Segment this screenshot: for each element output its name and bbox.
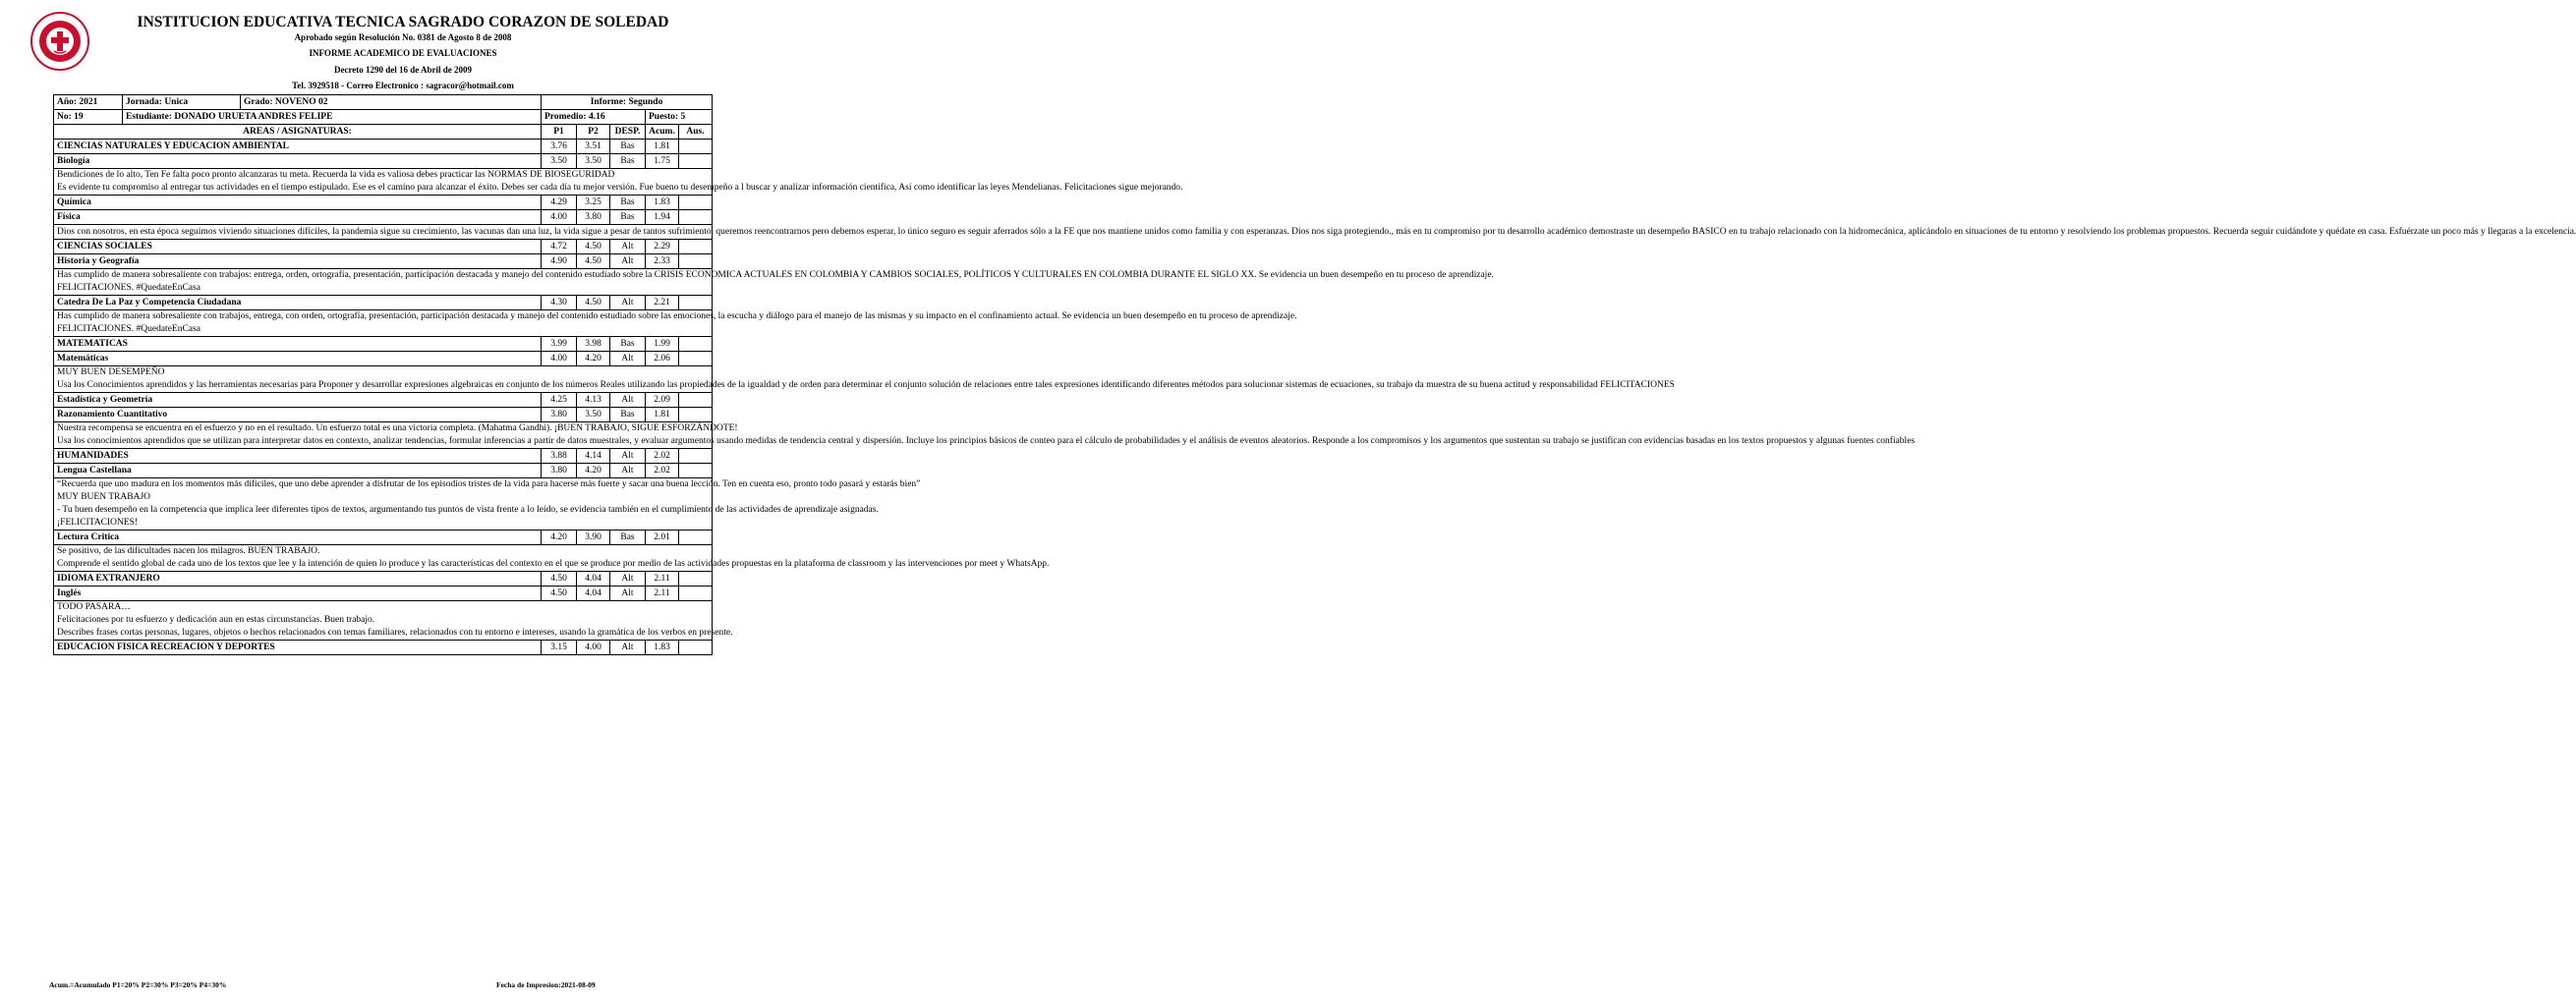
aus-value [679,531,713,545]
acum-value: 2.29 [646,240,679,254]
comment-line: Bendiciones de lo alto, Ten Fe falta poco pronto alcanzaras tu meta. Recuerda la vida es valiosa debes practicar las NORMAS DE BIOSEGURIDAD [57,170,615,180]
position: Puesto: 5 [646,110,713,125]
p1-value: 4.50 [542,587,577,601]
comment-line: TODO PASARA… [57,602,131,612]
p1-value: 4.00 [542,210,577,225]
institution-name: INSTITUCION EDUCATIVA TECNICA SAGRADO CORAZON DE SOLEDAD [137,14,669,30]
p1-value: 4.72 [542,240,577,254]
p2-value: 3.90 [577,531,610,545]
area-name: CIENCIAS SOCIALES [54,240,542,254]
decree: Decreto 1290 del 16 de Abril de 2009 [333,65,473,75]
p2-value: 4.04 [577,572,610,587]
subject-name: Lengua Castellana [54,464,542,478]
p1-value: 4.30 [542,296,577,310]
year: Año: 2021 [54,95,123,110]
comment-line: “Recuerda que uno madura en los momentos más difíciles, que uno debe aprender a disfrutar de los episodios tristes de la vida para hacerse más fuerte y sacar una buena lección. Ten en cuenta eso, pronto todo pasará y estarás bien” [57,479,921,489]
desp-value: Bas [610,337,646,352]
p1-value: 3.99 [542,337,577,352]
p1-value: 4.20 [542,531,577,545]
comment-row [54,366,713,393]
acum-value: 2.01 [646,531,679,545]
area-row [54,572,713,587]
area-row [54,140,713,154]
p2-value: 4.50 [577,296,610,310]
acum-value: 1.81 [646,140,679,154]
subject-row [54,393,713,408]
subject-name: Biología [54,154,542,169]
desp-value: Alt [610,254,646,269]
comment-line: Usa los conocimientos aprendidos que se utilizan para interpretar datos en contexto, analizar tendencias, formular inferencias a partir de datos muestrales, y evaluar argumentos usando medidas de tendencia central y dispersión. Incluye los principios básicos de conteo para el cálculo de probabilidades y el análisis de eventos aleatorios. Responde a los compromisos y los argumentos que sustentan su trabajo se justifican con evidencias basadas en los textos propuestos y algunas fuentes confiables [57,436,1916,446]
acum-value: 2.02 [646,449,679,464]
aus-value [679,572,713,587]
aus-value [679,210,713,225]
acum-value: 2.02 [646,464,679,478]
p2-value: 4.20 [577,352,610,366]
desp-value: Alt [610,641,646,655]
grade: Grado: NOVENO 02 [241,95,542,110]
subject-row [54,531,713,545]
acum-value: 2.09 [646,393,679,408]
comment-line: Se positivo, de las dificultades nacen los milagros. BUEN TRABAJO. [57,546,320,556]
area-name: MATEMATICAS [54,337,542,352]
desp-value: Alt [610,449,646,464]
subject-row [54,196,713,210]
average: Promedio: 4.16 [542,110,646,125]
subject-name: Historia y Geografía [54,254,542,269]
p1-value: 3.50 [542,154,577,169]
p1-value: 4.29 [542,196,577,210]
area-name: CIENCIAS NATURALES Y EDUCACION AMBIENTAL [54,140,542,154]
area-row [54,240,713,254]
subject-name: Lectura Critica [54,531,542,545]
p2-value: 4.00 [577,641,610,655]
teacher-comment [54,269,1494,296]
p2-value: 3.51 [577,140,610,154]
comment-line: Comprende el sentido global de cada uno de los textos que lee y la intención de quien lo produce y las características del contexto en el que se produce por medio de las actividades propuestas en la plataforma de classroom y las intervenciones por meet y WhatsApp. [57,559,1050,569]
subject-name: Estadística y Geometría [54,393,542,408]
subject-row [54,296,713,310]
comment-line: Felicitaciones por tu esfuerzo y dedicación aun en estas circunstancias. Buen trabajo. [57,615,375,625]
p2-value: 4.04 [577,587,610,601]
comment-line: - Tu buen desempeño en la competencia que implica leer diferentes tipos de textos, argumentando tus puntos de vista frente a lo leído, se evidencia también en el cumplimiento de las actividades de aprendizaje asignadas. [57,505,879,515]
subject-name: Razonamiento Cuantitativo [54,408,542,422]
area-row [54,641,713,655]
aus-value [679,337,713,352]
acum-value: 2.33 [646,254,679,269]
teacher-comment [54,545,1050,572]
area-name: IDIOMA EXTRANJERO [54,572,542,587]
comment-line: MUY BUEN DESEMPEÑO [57,367,165,377]
report-title: INFORME ACADEMICO DE EVALUACIONES [309,48,497,58]
student-name: Estudiante: DONADO URUETA ANDRES FELIPE [123,110,542,125]
teacher-comment [54,225,2576,240]
column-header-row [54,125,713,140]
info-row-1 [54,95,713,110]
acum-value: 1.83 [646,196,679,210]
subject-row [54,408,713,422]
aus-value [679,154,713,169]
comment-line: ¡FELICITACIONES! [57,518,139,528]
col-acum: Acum. [646,125,679,140]
comment-row [54,478,713,531]
comment-line: Usa los Conocimientos aprendidos y las herramientas necesarias para Proponer y desarrollar expresiones algebraicas en conjunto de los números Reales utilizando las propiedades de la igualdad y de orden para determinar el conjunto solución de relaciones entre tales expresiones identificando diferentes métodos para solucionar sistemas de ecuaciones, su trabajo da muestra de su buena actitud y responsabilidad FELICITACIONES [57,380,1675,390]
comment-line: Has cumplido de manera sobresaliente con trabajos, entrega, con orden, ortografía, presentación, participación destacada y manejo del contenido estudiado sobre las emociones, la escucha y diálogo para el manejo de las mismas y su impacto en el confinamiento actual. Se evidencia un buen desempeño en tu proceso de aprendizaje. [57,311,1297,321]
subject-name: Matemáticas [54,352,542,366]
p1-value: 4.50 [542,572,577,587]
student-number: No: 19 [54,110,123,125]
report-header [0,0,755,93]
col-areas: AREAS / ASIGNATURAS: [54,125,542,140]
footer-legend: Acum.=Acumulado P1=20% P2=30% P3=20% P4=30% [49,980,227,989]
p1-value: 3.80 [542,464,577,478]
subject-name: Catedra De La Paz y Competencia Ciudadana [54,296,542,310]
comment-row [54,601,713,641]
p2-value: 4.20 [577,464,610,478]
desp-value: Alt [610,464,646,478]
desp-value: Bas [610,196,646,210]
p1-value: 4.90 [542,254,577,269]
teacher-comment [54,366,1675,393]
comment-line: Nuestra recompensa se encuentra en el esfuerzo y no en el resultado. Un esfuerzo total es una victoria completa. (Mahatma Gandhi). ¡BUEN TRABAJO, SIGUE ESFORZÁNDOTE! [57,423,738,433]
p1-value: 3.76 [542,140,577,154]
contact-info: Tel. 3929518 - Correo Electronico : sagracor@hotmail.com [292,81,514,90]
teacher-comment [54,601,733,641]
desp-value: Bas [610,140,646,154]
col-p2: P2 [577,125,610,140]
col-desp: DESP. [610,125,646,140]
aus-value [679,587,713,601]
p1-value: 3.80 [542,408,577,422]
p1-value: 4.00 [542,352,577,366]
aus-value [679,408,713,422]
comment-line: MUY BUEN TRABAJO [57,492,151,502]
acum-value: 1.83 [646,641,679,655]
teacher-comment [54,310,1297,337]
p2-value: 3.98 [577,337,610,352]
p1-value: 4.25 [542,393,577,408]
subject-row [54,254,713,269]
p2-value: 3.80 [577,210,610,225]
p2-value: 4.13 [577,393,610,408]
grades-table [53,94,2576,655]
aus-value [679,449,713,464]
acum-value: 1.81 [646,408,679,422]
p2-value: 3.50 [577,154,610,169]
desp-value: Alt [610,393,646,408]
desp-value: Alt [610,587,646,601]
area-row [54,449,713,464]
p2-value: 4.14 [577,449,610,464]
desp-value: Alt [610,572,646,587]
desp-value: Alt [610,240,646,254]
school-crest-icon [30,12,89,71]
aus-value [679,140,713,154]
aus-value [679,296,713,310]
col-aus: Aus. [679,125,713,140]
acum-value: 1.94 [646,210,679,225]
subject-name: Inglés [54,587,542,601]
acum-value: 1.75 [646,154,679,169]
aus-value [679,240,713,254]
comment-row [54,545,713,572]
subject-row [54,352,713,366]
aus-value [679,196,713,210]
aus-value [679,254,713,269]
acum-value: 2.06 [646,352,679,366]
desp-value: Alt [610,296,646,310]
comment-line: Es evidente tu compromiso al entregar tus actividades en el tiempo estipulado. Ese es el camino para alcanzar el éxito. Debes ser cada día tu mejor versión. Fue bueno tu desempeño a l buscar y analizar información científica, Así como identificar las leyes Mendelianas. Felicitaciones sigue mejorando. [57,183,1183,193]
p2-value: 3.25 [577,196,610,210]
shift: Jornada: Unica [123,95,241,110]
comment-row [54,422,713,449]
comment-row [54,225,713,240]
subject-row [54,210,713,225]
subject-row [54,464,713,478]
p2-value: 4.50 [577,240,610,254]
p2-value: 3.50 [577,408,610,422]
comment-row [54,269,713,296]
info-row-2 [54,110,713,125]
approval-resolution: Aprobado según Resolución No. 0381 de Agosto 8 de 2008 [294,32,512,42]
aus-value [679,464,713,478]
desp-value: Bas [610,154,646,169]
p2-value: 4.50 [577,254,610,269]
area-name: EDUCACION FISICA RECREACION Y DEPORTES [54,641,542,655]
subject-name: Química [54,196,542,210]
comment-line: Describes frases cortas personas, lugares, objetos o hechos relacionados con temas familiares, relacionados con tu entorno e intereses, usando la gramática de los verbos en presente. [57,628,733,638]
desp-value: Bas [610,531,646,545]
p1-value: 3.88 [542,449,577,464]
subject-name: Física [54,210,542,225]
desp-value: Bas [610,408,646,422]
desp-value: Bas [610,210,646,225]
acum-value: 1.99 [646,337,679,352]
comment-line: Has cumplido de manera sobresaliente con trabajos: entrega, orden, ortografía, presentación, participación destacada y manejo del contenido estudiado sobre la CRISIS ECONOMICA ACTUALES EN COLOMBIA Y CAMBIOS SOCIALES, POLÍTICOS Y CULTURALES EN COLOMBIA DURANTE EL SIGLO XX. Se evidencia un buen desempeño en tu proceso de aprendizaje. [57,270,1494,280]
teacher-comment [54,169,1183,196]
comment-line: Dios con nosotros, en esta época seguimos viviendo situaciones difíciles, la pandemia sigue su crecimiento, las vacunas dan una luz, la vida sigue a pesar de tantos sufrimiento, queremos reencontrarnos pero debemos esperar, lo único seguro es seguir aferrados sólo a la FE que nos mantiene unidos como familia y con esperanzas. Dios nos siga protegiendo., más en tu compromiso por tu desarrollo académico demostraste un desempeño BASICO en tu trabajo relacionado con la hidromecánica, aplicándolo en situaciones de tu entorno y resolviendo los problemas propuestos. Recuerda seguir cuidándote y quédate en casa. Esfuérzate un poco más y llegaras a la excelencia. [57,226,2576,237]
comment-row [54,169,713,196]
acum-value: 2.11 [646,572,679,587]
comment-row [54,310,713,337]
aus-value [679,393,713,408]
col-p1: P1 [542,125,577,140]
print-date: Fecha de Impresion:2021-08-09 [496,980,596,989]
acum-value: 2.11 [646,587,679,601]
report-period: Informe: Segundo [542,95,713,110]
area-name: HUMANIDADES [54,449,542,464]
subject-row [54,587,713,601]
aus-value [679,641,713,655]
subject-row [54,154,713,169]
teacher-comment [54,422,1916,449]
comment-line: FELICITACIONES. #QuedateEnCasa [57,283,200,293]
teacher-comment [54,478,921,531]
acum-value: 2.21 [646,296,679,310]
aus-value [679,352,713,366]
p1-value: 3.15 [542,641,577,655]
desp-value: Alt [610,352,646,366]
area-row [54,337,713,352]
comment-line: FELICITACIONES. #QuedateEnCasa [57,324,200,334]
